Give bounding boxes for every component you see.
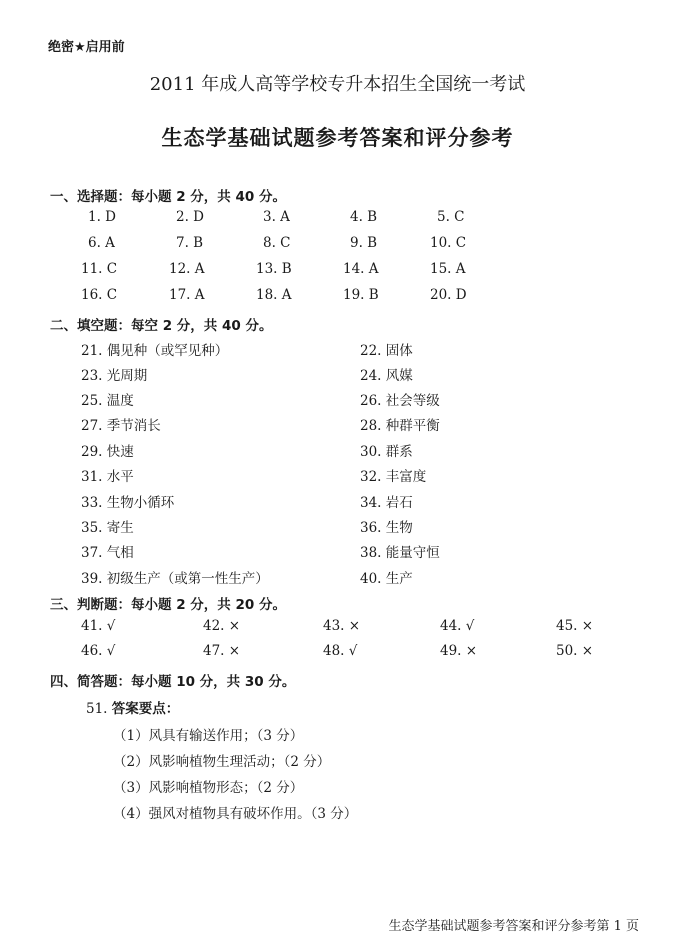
fill-row: [0, 339, 675, 359]
fill-answer: 22. 固体: [360, 343, 413, 359]
answer-points-label: 答案要点：: [111, 701, 180, 717]
page-footer: 生态学基础试题参考答案和评分参考第 1 页: [388, 919, 639, 934]
choice-answer: 18. A: [256, 287, 292, 303]
fill-answer: 27. 季节消长: [81, 418, 161, 434]
choice-answer: 2. D: [176, 209, 204, 225]
choice-answer: 6. A: [88, 235, 115, 251]
fill-answer: 23. 光周期: [81, 368, 148, 384]
choice-answer: 16. C: [81, 287, 118, 303]
judge-answer: 50. ×: [556, 643, 594, 659]
judge-row: [0, 618, 675, 638]
fill-row: [0, 567, 675, 587]
judge-answer: 46. √: [81, 643, 116, 659]
judge-answer: 43. ×: [323, 618, 361, 634]
fill-answer: 29. 快速: [81, 444, 134, 460]
section-heading-judge: 三、判断题：每小题 2 分，共 20 分。: [50, 597, 286, 613]
fill-row: [0, 440, 675, 460]
choice-answer: 7. B: [176, 235, 204, 251]
choice-answer: 15. A: [430, 261, 466, 277]
fill-row: [0, 414, 675, 434]
choice-answer: 13. B: [256, 261, 292, 277]
choice-row: [0, 209, 675, 229]
judge-answer: 45. ×: [556, 618, 594, 634]
choice-row: [0, 287, 675, 307]
judge-answer: 47. ×: [203, 643, 241, 659]
section-heading-choice: 一、选择题：每小题 2 分，共 40 分。: [50, 189, 286, 205]
choice-answer: 3. A: [263, 209, 290, 225]
question-51: [86, 697, 179, 717]
fill-row: [0, 389, 675, 409]
fill-answer: 31. 水平: [81, 469, 134, 485]
judge-answer: 44. √: [440, 618, 475, 634]
secret-mark: 绝密★启用前: [48, 40, 125, 55]
choice-answer: 5. C: [437, 209, 465, 225]
judge-answer: 42. ×: [203, 618, 241, 634]
choice-row: [0, 261, 675, 281]
fill-answer: 38. 能量守恒: [360, 545, 440, 561]
answer-point: （3）风影响植物形态；（2 分）: [113, 780, 304, 796]
fill-answer: 39. 初级生产（或第一性生产）: [81, 571, 269, 587]
fill-answer: 36. 生物: [360, 520, 413, 536]
fill-row: [0, 491, 675, 511]
choice-answer: 11. C: [81, 261, 118, 277]
choice-answer: 20. D: [430, 287, 467, 303]
fill-row: [0, 516, 675, 536]
choice-answer: 1. D: [88, 209, 116, 225]
exam-title: 2011 年成人高等学校专升本招生全国统一考试: [149, 74, 526, 95]
choice-row: [0, 235, 675, 255]
choice-answer: 12. A: [169, 261, 205, 277]
answer-point: （4）强风对植物具有破坏作用。（3 分）: [113, 806, 358, 822]
fill-answer: 24. 风媒: [360, 368, 413, 384]
judge-answer: 48. √: [323, 643, 358, 659]
section-heading-fill: 二、填空题：每空 2 分，共 40 分。: [50, 318, 273, 334]
answer-point: （1）风具有输送作用；（3 分）: [113, 728, 304, 744]
question-number: 51.: [86, 701, 108, 717]
fill-answer: 25. 温度: [81, 393, 134, 409]
fill-answer: 26. 社会等级: [360, 393, 440, 409]
fill-answer: 32. 丰富度: [360, 469, 427, 485]
fill-row: [0, 364, 675, 384]
fill-row: [0, 541, 675, 561]
fill-answer: 37. 气相: [81, 545, 134, 561]
choice-answer: 4. B: [350, 209, 378, 225]
fill-answer: 28. 种群平衡: [360, 418, 440, 434]
choice-answer: 9. B: [350, 235, 378, 251]
answer-point: （2）风影响植物生理活动；（2 分）: [113, 754, 331, 770]
fill-answer: 21. 偶见种（或罕见种）: [81, 343, 229, 359]
fill-answer: 30. 群系: [360, 444, 413, 460]
section-heading-short-answer: 四、简答题：每小题 10 分，共 30 分。: [50, 674, 296, 690]
page-title: 生态学基础试题参考答案和评分参考: [161, 126, 514, 150]
choice-answer: 19. B: [343, 287, 379, 303]
judge-answer: 49. ×: [440, 643, 478, 659]
judge-answer: 41. √: [81, 618, 116, 634]
fill-row: [0, 465, 675, 485]
choice-answer: 8. C: [263, 235, 291, 251]
fill-answer: 34. 岩石: [360, 495, 413, 511]
choice-answer: 14. A: [343, 261, 379, 277]
fill-answer: 33. 生物小循环: [81, 495, 175, 511]
fill-answer: 40. 生产: [360, 571, 413, 587]
choice-answer: 17. A: [169, 287, 205, 303]
judge-row: [0, 643, 675, 663]
choice-answer: 10. C: [430, 235, 467, 251]
fill-answer: 35. 寄生: [81, 520, 134, 536]
